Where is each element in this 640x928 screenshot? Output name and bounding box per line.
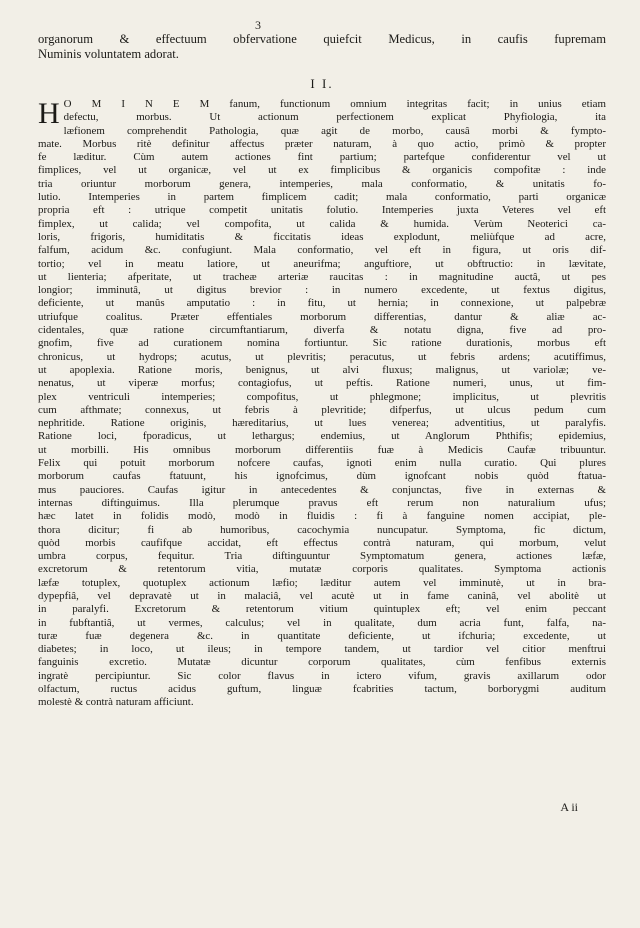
text-line: utriufque coalitus. Præter effentiales morborum differentias, dantur & aliæ ac-	[38, 310, 606, 323]
text-line: fanguinis excretio. Mutatæ dicuntur corporum qualitates, cùm fenfibus externis	[38, 656, 606, 669]
text-line: hæc latet in folidis modò, modò in fluidis : fi à fanguine nomen accipiat, ple-	[38, 510, 606, 523]
text-line: quòd morbis caufifque accidat, eft effectus contrà naturam, qui morbum, velut	[38, 536, 606, 549]
text-line: lutio. Intemperies in partem fimplicem cadit; mala conformatio, parti organicæ	[38, 191, 606, 204]
text-line: longior; imminutâ, ut digitus brevior : in numero excedente, ut fextus digitus,	[38, 284, 606, 297]
text-line: mus pauciores. Caufas igitur in antecedentes & conjunctas, five in externas &	[38, 483, 606, 496]
text-line: cum afthmate; connexus, ut febris à plevritide; difperfus, ut ulcus pedum cum	[38, 403, 606, 416]
text-line: in paralyfi. Excretorum & retentorum vitium quintuplex eft; vel enim peccant	[38, 603, 606, 616]
text-line: deficiente, ut manûs amputatio : in fitu, ut hernia; in connexione, ut palpebræ	[38, 297, 606, 310]
text-line: umbra corpus, fequitur. Tria diftinguuntur Symptomatum genera, actiones læfæ,	[38, 550, 606, 563]
text-line: excretorum & retentorum vitia, mutatæ corporis qualitates. Symptoma actionis	[38, 563, 606, 576]
text-line: ut apoplexia. Ratione moris, benignus, ut alvi fluxus; malignus, ut variolæ; ve-	[38, 363, 606, 376]
page-number: 3	[255, 18, 261, 32]
text-line: chronicus, ut hydrops; acutus, ut plevritis; peracutus, ut febris ardens; acutiffimus,	[38, 350, 606, 363]
text-line: internas diftinguimus. Illa plerumque pravus eft rerum non naturalium ufus;	[38, 496, 606, 509]
text-line: Felix qui potuit morborum nofcere caufas, ignoti enim nulla curatio. Qui plures	[38, 457, 606, 470]
continuation-line: organorum & effectuum obfervatione quiefcit Medicus, in caufis fupremam	[38, 32, 606, 46]
main-paragraph	[38, 98, 606, 710]
text-line: thora dicitur; fi ab humoribus, cacochymia nuncupatur. Symptoma, fic dictum,	[38, 523, 606, 536]
text-line: gnofim, five ad curationem nomina fortiuntur. Sic ratione durationis, morbus eft	[38, 337, 606, 350]
text-line: turæ fuæ degenera &c. in quantitate deficiente, ut ifchuria; excedente, ut	[38, 629, 606, 642]
drop-initial: H	[38, 97, 60, 130]
text-line: fimplices, vel ut organicæ, vel ut ex fimplicibus & organicis compofitæ : inde	[38, 164, 606, 177]
text-line: loris, frigoris, humiditatis & ficcitatis ideas explodunt, meliùfque ad acre,	[38, 230, 606, 243]
text-line: ingratè percipiuntur. Sic color flavus in ictero vifum, gravis axillarum odor	[38, 669, 606, 682]
text-line: læfionem comprehendit Pathologia, quæ agit de morbo, causâ morbi & fympto-	[63, 124, 606, 137]
text-line: tortio; vel in meatu latiore, ut aneurifma; anguftiore, ut obftructio: in lævitate,	[38, 257, 606, 270]
text-line: cidentales, quæ ratione circumftantiarum, diverfa & notatu digna, five ad pro-	[38, 324, 606, 337]
text-line: dypepfiâ, vel depravatè ut in malaciâ, vel acutè ut in fame caninâ, vel abolitè ut	[38, 589, 606, 602]
text-line: nephritide. Ratione originis, hæreditarius, ut lues venerea; adventitius, ut paralyfis.	[38, 417, 606, 430]
text-line: defectu, morbus. Ut actionum perfectionem explicat Phyfiologia, ita	[63, 111, 606, 124]
continuation-paragraph	[38, 32, 606, 62]
text-line: Ratione loci, fporadicus, ut lethargus; endemius, ut Anglorum Phthifis; epidemius,	[38, 430, 606, 443]
text-line: diabetes; in loco, ut ileus; in tempore tandem, ut tardior vel citior menftrui	[38, 643, 606, 656]
text-line: molestè & contrà naturam afficiunt.	[38, 696, 194, 709]
text-line: læfæ totuplex, quotuplex actionum læfio; læditur autem vel imminutè, ut in bra-	[38, 576, 606, 589]
text-line: morborum caufas ftatuunt, his ignofcimus, dùm ignofcant nobis quòd ftatua-	[38, 470, 606, 483]
text-line: olfactum, ructus acidus guftum, linguæ fcabrities tactum, borborygmi auditum	[38, 683, 606, 696]
continuation-line: Numinis voluntatem adorat.	[38, 47, 179, 61]
text-line: ut morbilli. His omnibus morborum differentiis fuæ à Medicis Caufæ tribuuntur.	[38, 443, 606, 456]
text-line: nenatus, ut viperæ morfus; contagiofus, ut peftis. Ratione numeri, unus, ut fim-	[38, 377, 606, 390]
text-line: O M I N E M fanum, functionum omnium integritas facit; in unius etiam	[63, 98, 606, 110]
catchword: A ii	[560, 800, 578, 814]
text-line: propria eft : utrique competit unitatis folutio. Intemperies juxta Veteres vel eft	[38, 204, 606, 217]
text-line: in fubftantiâ, ut vermes, calculus; vel in qualitate, dum acria funt, falfa, na-	[38, 616, 606, 629]
text-line: fe læditur. Cùm autem actiones fint partium; partefque confiderentur vel ut	[38, 151, 606, 164]
text-line: fimplex, ut calida; vel compofita, ut calida & humida. Verùm Neoterici ca-	[38, 217, 606, 230]
text-line: tria oriuntur morborum genera, intemperies, mala conformatio, & unitatis fo-	[38, 177, 606, 190]
section-numeral: I I.	[310, 76, 334, 91]
text-line: mate. Morbus ritè definitur affectus præter naturam, à quo actio, primò & propter	[38, 137, 606, 150]
text-line: ut lienteria; afperitate, ut tracheæ arteriæ raucitas : in magnitudine auctâ, ut pes	[38, 270, 606, 283]
text-line: plex ventriculi intemperies; compofitus, ut phlegmone; implicitus, ut plevritis	[38, 390, 606, 403]
text-line: falfum, acidum &c. confugiunt. Mala conformatio, vel eft in figura, ut oris dif-	[38, 244, 606, 257]
